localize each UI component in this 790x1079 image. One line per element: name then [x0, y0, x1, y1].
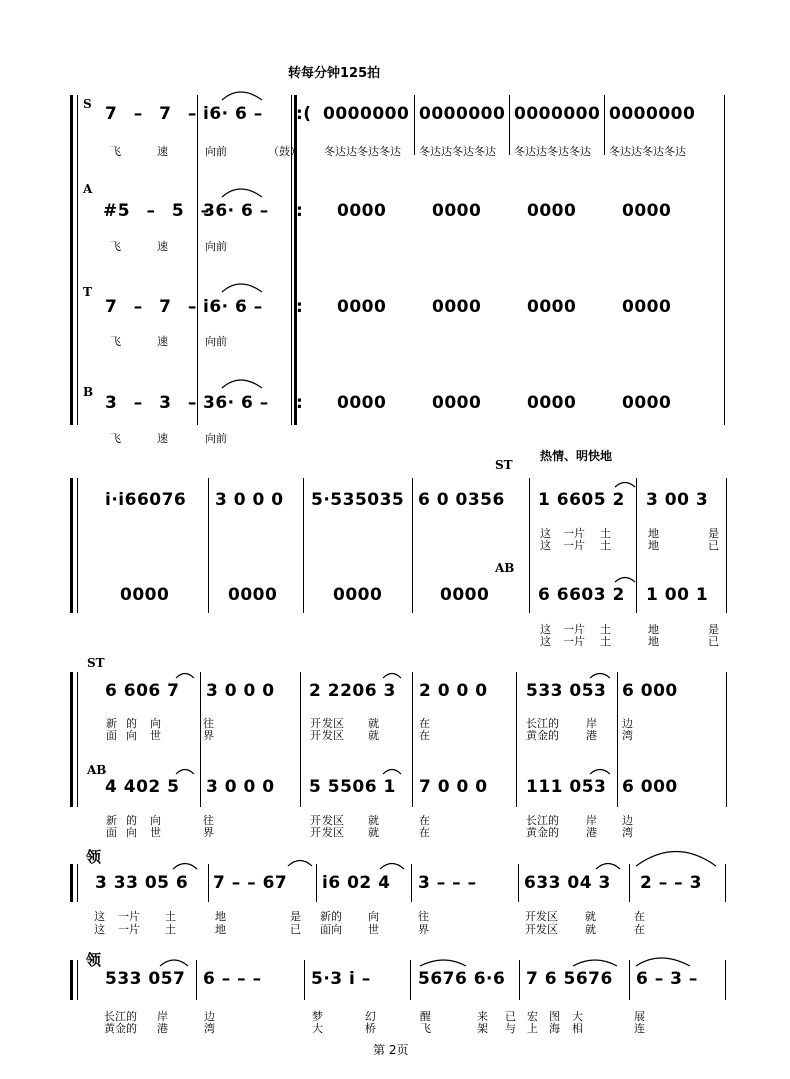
ab-lyric: 向	[126, 826, 137, 839]
lead-lyric: 来	[477, 1010, 488, 1023]
ab-lyric: 界	[203, 826, 214, 839]
ab-lyric: 长江的	[526, 814, 559, 827]
lead-lyric: 大	[572, 1010, 583, 1023]
tenor-lyric: 速	[157, 335, 168, 348]
tenor-measure-4: 0000	[432, 297, 482, 317]
slur	[636, 958, 690, 966]
lead-lyric: 在	[634, 923, 645, 936]
lead-lyric: 飞	[420, 1022, 431, 1035]
st-lyric: 发区	[322, 717, 344, 730]
lead-lyric: 土	[165, 910, 176, 923]
lead-lyric: 湾	[204, 1022, 215, 1035]
st-lyric: 在	[419, 729, 430, 742]
soprano-lyric: 向前	[205, 145, 227, 158]
slur	[160, 960, 188, 966]
lead-lyric: 地	[215, 910, 226, 923]
lead-lyric: 边	[204, 1010, 215, 1023]
st-lyric: 是	[708, 527, 719, 540]
tenor-measure-1: 7 – 7 –	[105, 297, 197, 317]
lead-lyric: 宏	[527, 1010, 538, 1023]
lead-measure-3: i6 02 4	[322, 873, 391, 893]
lead-lyric: 这	[94, 923, 105, 936]
lead-lyric: 是	[290, 910, 301, 923]
lead-lyric: 向	[368, 910, 379, 923]
st-lyric: 就	[368, 729, 379, 742]
st-lyric: 已	[708, 539, 719, 552]
bass-lyric: 向前	[205, 432, 227, 445]
slur	[173, 864, 197, 870]
ab-measure-2: 0000	[228, 585, 278, 605]
soprano-lyric: 冬达达冬达冬达	[609, 145, 686, 158]
ab-lyric: 地	[648, 635, 659, 648]
soprano-measure-3: 0000000	[323, 104, 410, 124]
lead-lyric: 一片	[118, 910, 140, 923]
ab-lyric: 发区	[322, 826, 344, 839]
expression-marking: 热情、明快地	[540, 449, 613, 463]
lead-lyric: 已	[505, 1010, 516, 1023]
lead-lyric: 梦	[312, 1010, 323, 1023]
ab-lyric: 湾	[622, 826, 633, 839]
ab-lyric: 就	[368, 814, 379, 827]
soprano-measure-1: 7 – 7 –	[105, 104, 197, 124]
bass-measure-6: 0000	[622, 393, 672, 413]
alto-lyric: 速	[157, 240, 168, 253]
slur	[590, 770, 610, 775]
ab-lyric: 在	[419, 814, 430, 827]
ab-lyric: 发区	[322, 814, 344, 827]
ab-lyric: 是	[708, 623, 719, 636]
soprano-measure-2: i6· 6 –	[203, 104, 263, 124]
alto-lyric: 向前	[205, 240, 227, 253]
soprano-lyric: （鼓）	[268, 145, 301, 158]
st-lyric: 边	[622, 717, 633, 730]
part-label-lead: 领	[86, 848, 102, 866]
ab-measure-3: 0000	[333, 585, 383, 605]
lead-lyric: 相	[572, 1022, 583, 1035]
alto-measure-6: 0000	[622, 201, 672, 221]
soprano-lyric: 速	[157, 145, 168, 158]
st-lyric: 向	[126, 729, 137, 742]
st-lyric: 地	[648, 527, 659, 540]
st-measure-3: 5·535035	[311, 490, 405, 510]
st-lyric: 开	[310, 717, 321, 730]
st-measure-2: 3 0 0 0	[206, 681, 275, 701]
alto-measure-4: 0000	[432, 201, 482, 221]
ab-lyric: 土	[600, 635, 611, 648]
ab-measure-3: 5 5506 1	[309, 777, 396, 797]
part-label-alto: A	[83, 182, 93, 196]
soprano-measure-4: 0000000	[419, 104, 506, 124]
score-page: 转每分钟125拍 S 7 – 7 – i6· 6 – :( 0000000 0000000 0000000 0000000 飞 速 向前 （鼓） 冬达达冬达冬达 冬达达冬达冬达 冬达达冬达冬达 冬达达冬达冬达 A #5 – 5 – 36· 6 – : 0000 0000 0000 0000 飞 速 向前 T 7 – 7 – i6· 6 – : 0000 0000 0000 0000 飞 速 向前 B 3 – 3 – 36· 6 – : 0000 0000 0000 0000 飞 速 向前 ST 热情、明快地 i·i66076 3 0 0 0 5·535035 6 0 0356 1 6605 2 3 00 3 这 一片 土 地 是 这 一片 土 地 已 AB 0000 0000 0000 0000 6 6603 2 1 00 1 这 一片 土 地 是 这 一片 土 地 已 ST 6 606 7 3 0 0 0 2 2206 3 2 0 0 0 533 053 6 000 新 的 向 往 开 发区 就 在 长江的 岸 边 面 向 世 界 开 发区 就 在 黄金的 港 湾 AB 4 402 5 3 0 0 0 5 5506 1 7 0 0 0 111 053 6 000 新 的 向 往 开 发区 就 在 长江的 岸 边 面 向 世 界 开 发区 就 在 黄金的 港 湾 领 3 33 05 6 7 – – 67 i6 02 4 3 – – – 633 04 3 2 – – 3 这 一片 土 地 是 新的 向 往 开发区 就 在 这 一片 土 地 已 面向 世 界 开发区 就 在 领 533 057 6 – – – 5·3 i – 5676 6·6 7 6 5676 6 – 3 – 长江的 岸 边 梦 幻 醒 来 已 宏 图 大 展 黄金的 港 湾 大 桥 飞 架 与 上 海 相 连 第 2页	[0, 0, 790, 1079]
bass-measure-4: 0000	[432, 393, 482, 413]
bass-measure-3: 0000	[337, 393, 387, 413]
ab-lyric: 开	[310, 814, 321, 827]
lead-lyric: 往	[418, 910, 429, 923]
ab-lyric: 地	[648, 623, 659, 636]
soprano-lyric: 冬达达冬达冬达	[324, 145, 401, 158]
lead-lyric: 连	[634, 1022, 645, 1035]
st-measure-1: 6 606 7	[105, 681, 180, 701]
st-lyric: 向	[150, 717, 161, 730]
part-label-soprano: S	[83, 97, 92, 111]
lead-measure-2: 7 – – 67	[213, 873, 288, 893]
lead-lyric: 醒	[420, 1010, 431, 1023]
st-measure-5: 1 6605 2	[538, 490, 625, 510]
soprano-lyric: 冬达达冬达冬达	[514, 145, 591, 158]
slur	[380, 864, 404, 870]
ab-measure-1: 4 402 5	[105, 777, 180, 797]
ab-measure-5: 6 6603 2	[538, 585, 625, 605]
lead-lyric: 新的	[320, 910, 342, 923]
slur	[636, 852, 716, 867]
lead-lyric: 长江的	[104, 1010, 137, 1023]
slur	[573, 960, 617, 966]
tenor-lyric: 向前	[205, 335, 227, 348]
lead-lyric: 大	[312, 1022, 323, 1035]
st-measure-4: 2 0 0 0	[419, 681, 488, 701]
soprano-lyric: 冬达达冬达冬达	[419, 145, 496, 158]
alto-measure-3: 0000	[337, 201, 387, 221]
st-lyric: 港	[586, 729, 597, 742]
st-lyric: 往	[203, 717, 214, 730]
tenor-measure-3: 0000	[337, 297, 387, 317]
lead-lyric: 港	[157, 1022, 168, 1035]
ab-lyric: 港	[586, 826, 597, 839]
st-measure-3: 2 2206 3	[309, 681, 396, 701]
ab-lyric: 这	[540, 635, 551, 648]
st-lyric: 岸	[586, 717, 597, 730]
ab-lyric: 黄金的	[526, 826, 559, 839]
slur	[222, 380, 262, 388]
st-lyric: 土	[600, 539, 611, 552]
tenor-measure-5: 0000	[527, 297, 577, 317]
st-lyric: 面	[106, 729, 117, 742]
lead-measure-4: 5676 6·6	[418, 969, 506, 989]
lead-measure-5: 7 6 5676	[526, 969, 613, 989]
lead-lyric: 与	[505, 1022, 516, 1035]
st-lyric: 就	[368, 717, 379, 730]
tenor-measure-2: i6· 6 –	[203, 297, 263, 317]
lead-lyric: 开发区	[525, 923, 558, 936]
ab-lyric: 面	[106, 826, 117, 839]
lead-measure-6: 6 – 3 –	[636, 969, 698, 989]
lead-lyric: 图	[549, 1010, 560, 1023]
soprano-measure-6: 0000000	[609, 104, 696, 124]
st-lyric: 世	[150, 729, 161, 742]
lead-lyric: 就	[585, 910, 596, 923]
part-label-lead: 领	[86, 951, 102, 969]
st-lyric: 地	[648, 539, 659, 552]
st-lyric: 湾	[622, 729, 633, 742]
ab-lyric: 就	[368, 826, 379, 839]
st-lyric: 界	[203, 729, 214, 742]
ab-lyric: 一片	[563, 635, 585, 648]
lead-lyric: 上	[527, 1022, 538, 1035]
soprano-lyric: 飞	[110, 145, 121, 158]
st-measure-6: 3 00 3	[646, 490, 709, 510]
bass-measure-5: 0000	[527, 393, 577, 413]
lead-measure-2: 6 – – –	[203, 969, 262, 989]
slur	[288, 861, 312, 867]
slur	[590, 674, 610, 679]
part-label-st: ST	[87, 656, 105, 670]
lead-lyric: 就	[585, 923, 596, 936]
lead-lyric: 在	[634, 910, 645, 923]
tempo-change-marking: 转每分钟125拍	[288, 66, 381, 81]
slur	[383, 770, 401, 775]
ab-lyric: 这	[540, 623, 551, 636]
st-lyric: 在	[419, 717, 430, 730]
ab-lyric: 岸	[586, 814, 597, 827]
part-label-tenor: T	[83, 285, 92, 299]
ab-lyric: 在	[419, 826, 430, 839]
lead-lyric: 一片	[118, 923, 140, 936]
st-lyric: 黄金的	[526, 729, 559, 742]
lead-lyric: 已	[290, 923, 301, 936]
ab-lyric: 新	[106, 814, 117, 827]
lead-lyric: 界	[418, 923, 429, 936]
alto-measure-5: 0000	[527, 201, 577, 221]
st-lyric: 土	[600, 527, 611, 540]
lead-lyric: 桥	[365, 1022, 376, 1035]
lead-lyric: 岸	[157, 1010, 168, 1023]
ab-lyric: 已	[708, 635, 719, 648]
lead-lyric: 黄金的	[104, 1022, 137, 1035]
part-label-st: ST	[495, 458, 513, 472]
lead-measure-1: 533 057	[105, 969, 186, 989]
ab-lyric: 土	[600, 623, 611, 636]
st-lyric: 的	[126, 717, 137, 730]
st-measure-1: i·i66076	[105, 490, 187, 510]
lead-lyric: 幻	[365, 1010, 376, 1023]
st-measure-4: 6 0 0356	[418, 490, 505, 510]
ab-lyric: 的	[126, 814, 137, 827]
ab-measure-1: 0000	[120, 585, 170, 605]
ab-measure-4: 7 0 0 0	[419, 777, 488, 797]
lead-lyric: 面向	[320, 923, 342, 936]
alto-measure-2: 36· 6 –	[203, 201, 269, 221]
st-measure-5: 533 053	[526, 681, 607, 701]
st-lyric: 开	[310, 729, 321, 742]
st-lyric: 发区	[322, 729, 344, 742]
slur	[176, 674, 194, 679]
tenor-lyric: 飞	[110, 335, 121, 348]
bass-measure-2: 36· 6 –	[203, 393, 269, 413]
page-number: 第 2页	[373, 1043, 409, 1057]
ab-measure-6: 1 00 1	[646, 585, 709, 605]
st-measure-6: 6 000	[622, 681, 678, 701]
lead-lyric: 地	[215, 923, 226, 936]
lead-lyric: 世	[368, 923, 379, 936]
lead-lyric: 海	[549, 1022, 560, 1035]
slur	[176, 770, 194, 775]
bass-lyric: 速	[157, 432, 168, 445]
slur	[222, 284, 262, 292]
slur	[615, 578, 635, 583]
st-measure-2: 3 0 0 0	[215, 490, 284, 510]
ab-lyric: 一片	[563, 623, 585, 636]
lead-measure-1: 3 33 05 6	[95, 873, 189, 893]
st-lyric: 这	[540, 527, 551, 540]
lead-measure-5: 633 04 3	[524, 873, 611, 893]
lead-measure-3: 5·3 i –	[311, 969, 371, 989]
lead-lyric: 土	[165, 923, 176, 936]
slur	[420, 960, 466, 966]
lead-lyric: 架	[477, 1022, 488, 1035]
ab-lyric: 往	[203, 814, 214, 827]
st-lyric: 新	[106, 717, 117, 730]
part-label-bass: B	[83, 385, 94, 399]
ab-lyric: 边	[622, 814, 633, 827]
ab-measure-6: 6 000	[622, 777, 678, 797]
slur	[222, 92, 262, 100]
lead-measure-6: 2 – – 3	[640, 873, 702, 893]
st-lyric: 一片	[563, 539, 585, 552]
st-lyric: 这	[540, 539, 551, 552]
part-label-ab: AB	[87, 763, 107, 777]
slur	[383, 674, 401, 679]
ab-measure-2: 3 0 0 0	[206, 777, 275, 797]
slur	[222, 189, 262, 197]
ab-lyric: 向	[150, 814, 161, 827]
lead-measure-4: 3 – – –	[418, 873, 477, 893]
part-label-ab: AB	[495, 561, 515, 575]
bass-measure-1: 3 – 3 –	[105, 393, 197, 413]
alto-measure-1: #5 – 5 –	[103, 201, 210, 221]
lead-lyric: 展	[634, 1010, 645, 1023]
lead-lyric: 这	[94, 910, 105, 923]
tenor-measure-6: 0000	[622, 297, 672, 317]
ab-measure-5: 111 053	[526, 777, 607, 797]
lead-lyric: 开发区	[525, 910, 558, 923]
ab-measure-4: 0000	[440, 585, 490, 605]
bass-lyric: 飞	[110, 432, 121, 445]
soprano-measure-5: 0000000	[514, 104, 601, 124]
st-lyric: 一片	[563, 527, 585, 540]
st-lyric: 长江的	[526, 717, 559, 730]
alto-lyric: 飞	[110, 240, 121, 253]
slur	[596, 864, 620, 870]
ab-lyric: 世	[150, 826, 161, 839]
ab-lyric: 开	[310, 826, 321, 839]
slur	[615, 483, 635, 488]
